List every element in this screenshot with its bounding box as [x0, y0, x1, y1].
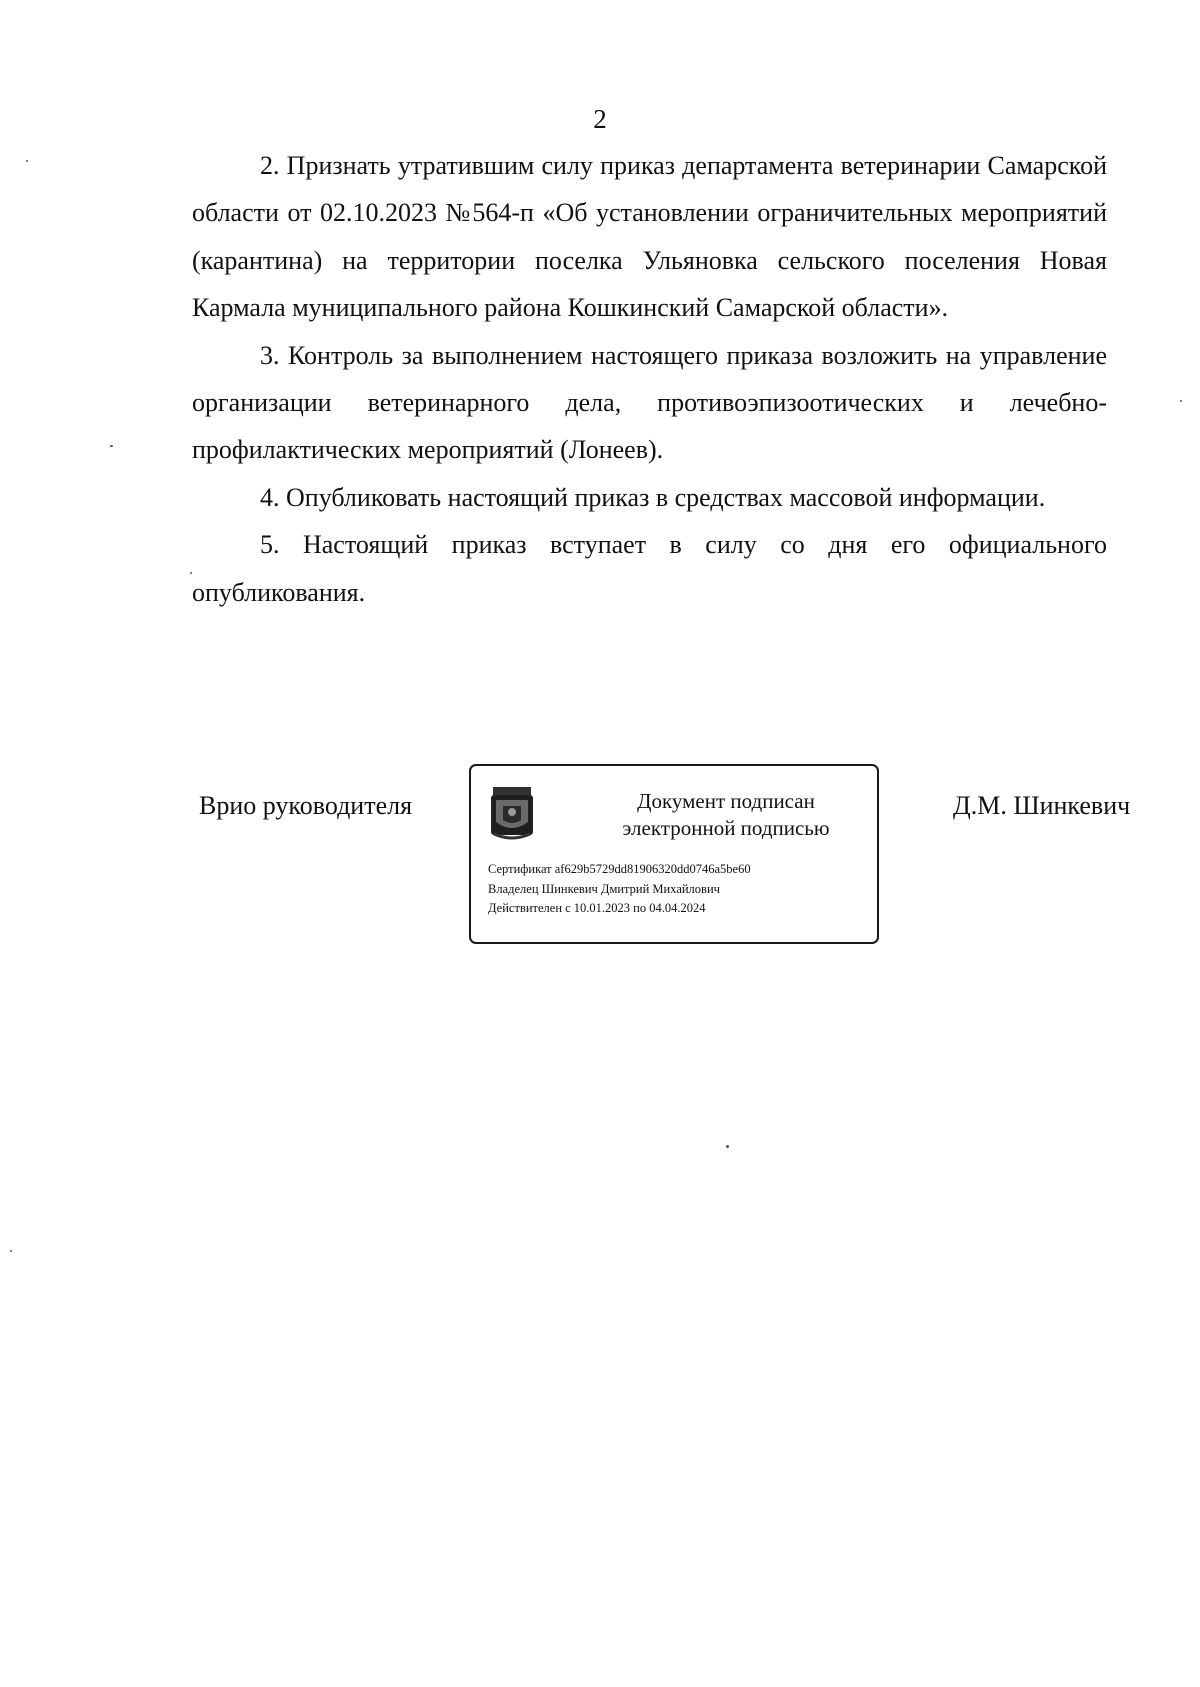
stamp-details [488, 860, 873, 919]
signatory-name: Д.М. Шинкевич [953, 791, 1131, 820]
paragraph-2-repeal-order: 2. Признать утратившим силу приказ департамента ветеринарии Самарской области от 02.10.2023 №564-п «Об установлении ограничительных мероприятий (карантина) на территории поселка Ульяновка сельского поселения Новая Кармала муниципального района Кошкинский Самарской области». [192, 151, 1107, 323]
paragraph-5-effective-date: 5. Настоящий приказ вступает в силу со дня его официального опубликования. [192, 530, 1107, 607]
scan-speck [1180, 400, 1182, 402]
scan-speck [110, 445, 113, 447]
scan-speck [26, 160, 28, 162]
scan-speck [726, 1145, 729, 1148]
certificate-number: Сертификат af629b5729dd81906320dd0746a5be60 [488, 862, 751, 876]
stamp-title-line-1: Документ подписан [637, 789, 815, 813]
paragraph-3-control: 3. Контроль за выполнением настоящего приказа возложить на управление организации ветеринарного дела, противоэпизоотических и лечебно-профилактических мероприятий (Лонеев). [192, 340, 1107, 465]
stamp-title-line-2: электронной подписью [622, 816, 830, 840]
e-signature-stamp [469, 764, 879, 944]
scan-speck [10, 1250, 12, 1252]
stamp-title [591, 788, 861, 842]
document-body [192, 142, 1107, 616]
scan-speck [190, 572, 192, 574]
certificate-owner: Владелец Шинкевич Дмитрий Михайлович [488, 881, 720, 896]
page-number: 2 [593, 104, 607, 134]
signatory-position: Врио руководителя [199, 791, 413, 820]
paragraph-4-publish: 4. Опубликовать настоящий приказ в средствах массовой информации. [260, 482, 1046, 512]
coat-of-arms-icon [488, 784, 536, 842]
certificate-validity: Действителен с 10.01.2023 по 04.04.2024 [488, 901, 706, 915]
